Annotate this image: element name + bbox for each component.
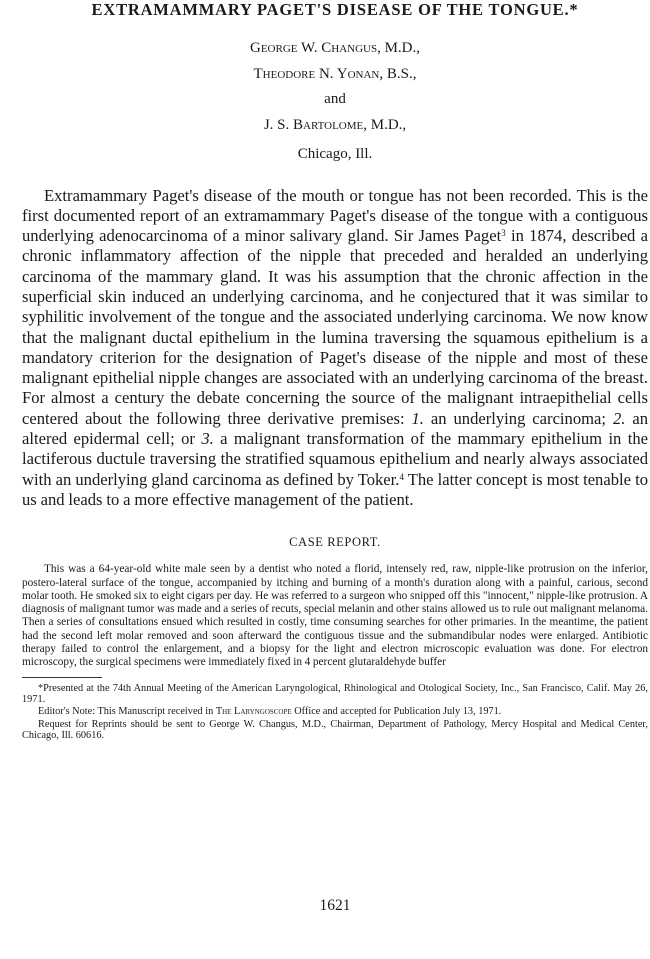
- article-title: EXTRAMAMMARY PAGET'S DISEASE OF THE TONGUE.*: [91, 0, 579, 19]
- author-bartolome: J. S. Bartolome, M.D.,: [263, 116, 407, 133]
- author-block: [22, 36, 648, 168]
- reference-4: 4: [399, 471, 404, 482]
- premise-3-number: 3.: [201, 429, 214, 449]
- journal-page: [22, 0, 648, 959]
- intro-paragraph: Extramammary Paget's disease of the mouth or tongue has not been recorded. This is the first documented report of an extramammary Paget's disease of the tongue with a contiguous underlying adenocarcinoma of a minor salivary gland. Sir James Paget$^3$ in 1874, described a chronic inflammatory affection of the nipple that preceded and heralded an underlying carcinoma of the mammary gland. It was his assumption that the chronic affection in the superficial skin induced an underlying carcinoma, and he conjectured that it was similar to syphilitic involvement of the tongue and the associated underlying carcinoma. We now know that the malignant ductal epithelium in the lumina traversing the squamous epithelium is a mandatory criterion for the designation of Paget's disease of the nipple and most of these malignant epithelial nipple changes are associated with an underlying carcinoma of the breast. For almost a century the debate concerning the source of the malignant intraepithelial cells centered about the following three derivative premises: 1. an underlying carcinoma; 2. an altered epidermal cell; or 3. a malignant transformation of the mammary epithelium in the lactiferous ductule traversing the stratified squamous epithelium and nearly always associated with an underlying gland carcinoma as defined by Toker.$^4$ The latter concept is most tenable to us and leads to a more effective management of the patient.: [22, 185, 649, 509]
- author-conjunction: and: [324, 91, 346, 107]
- premise-2-number: 2.: [612, 408, 626, 428]
- reference-3: 3: [501, 228, 506, 239]
- page-number: 1621: [319, 897, 351, 914]
- journal-name: The Laryngoscope: [215, 706, 292, 718]
- author-changus: George W. Changus, M.D.,: [249, 40, 421, 56]
- author-location: Chicago, Ill.: [297, 146, 373, 162]
- footnote-presented: *Presented at the 74th Annual Meeting of the American Laryngological, Rhinological and Otological Society, Inc., San Francisco, Calif. May 26, 1971.: [22, 682, 648, 705]
- footnote-reprints: Request for Reprints should be sent to George W. Changus, M.D., Chairman, Department of Pathology, Mercy Hospital and Medical Center, Chicago, Ill. 60616.: [22, 718, 648, 741]
- premise-1-number: 1.: [411, 408, 424, 428]
- footnote-editor: Editor's Note: This Manuscript received in The Laryngoscope Office and accepted for Publication July 13, 1971.: [38, 706, 502, 718]
- case-report-body: This was a 64-year-old white male seen by a dentist who noted a florid, intensely red, raw, nipple-like protrusion on the inferior, postero-lateral surface of the tongue, accompanied by itching and burning of a month's duration along with a painful, carious, second molar tooth. He smoked six to eight cigars per day. He was referred to a surgeon who snipped off this "innocent," nipple-like protrusion. A diagnosis of malignant tumor was made and a series of recuts, special melanin and other stains allowed us to rule out malignant melanoma. Then a series of consultations ensued which resulted in costly, time consuming searches for other primaries. In the meantime, the patient had the second left molar removed and soon afterward the contiguous tissue and the submandibular nodes were enlarged. Antibiotic therapy failed to control the enlargement, and a biopsy for the light and electron microscopic evaluation was done. For electron microscopy, the surgical specimens were immediately fixed in 4 percent glutaraldehyde buffer: [22, 563, 648, 669]
- case-report-heading: CASE REPORT.: [289, 535, 381, 550]
- footnote-divider: [22, 677, 102, 678]
- author-yonan: Theodore N. Yonan, B.S.,: [253, 65, 417, 82]
